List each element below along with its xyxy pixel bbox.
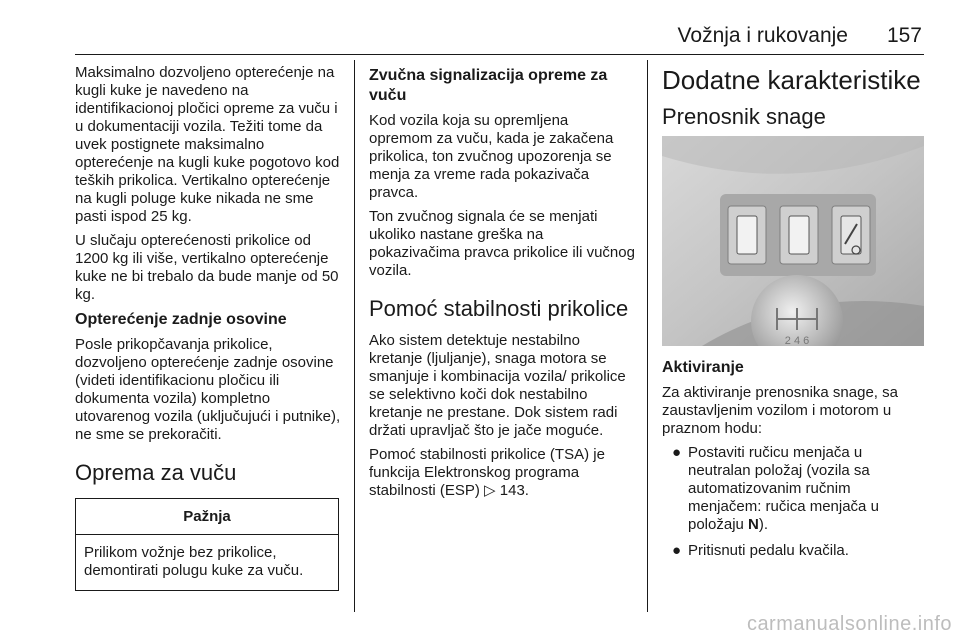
page-header [0, 0, 960, 58]
notice-box [75, 498, 339, 591]
switch-2 [780, 206, 818, 264]
column-3 [662, 64, 928, 568]
bullet-icon: ● [672, 444, 682, 461]
heading-power-take-off: Prenosnik snage [662, 104, 826, 129]
notice-text: Prilikom vožnje bez prikolice, demontirati polugu kuke za vuču. [84, 544, 304, 579]
activation-steps [662, 444, 928, 560]
watermark: carmanualsonline.info [746, 613, 952, 635]
tsa-text: Pomoć stabilnosti prikolice (TSA) je funkcija Elektronskog programa stabilnosti (ESP) [369, 446, 605, 499]
heading-rear-axle-load: Opterećenje zadnje osovine [75, 311, 287, 328]
paragraph-activation: Za aktiviranje prenosnika snage, sa zaustavljenim vozilom i motorom u praznom hodu: [662, 384, 898, 437]
heading-trailer-stability: Pomoć stabilnosti prikolice [369, 296, 629, 321]
paragraph-max-load: Maksimalno dozvoljeno opterećenje na kugli kuke je navedeno na identifikacionoj pločici opreme za vuču i u dokumentaciji vozila. Težiti tome da uvek postignete maksimalno opterećenje na kugli kuke pogotovo kod teških prikolica. Vertikalno opterećenje na kugli poluge kuke nikada ne sme pasti ispod 25 kg. [75, 64, 340, 225]
switch-1 [728, 206, 766, 264]
column-2 [369, 64, 635, 506]
header-rule [75, 54, 924, 55]
paragraph-sound-1: Kod vozila koja su opremljena opremom za vuču, kada je zakačena prikolica, ton zvučnog upozorenja se menja za vreme rada pokazivača pravca. [369, 112, 614, 201]
header-title: Vožnja i rukovanje [677, 24, 848, 47]
paragraph-rear-axle: Posle prikopčavanja prikolice, dozvoljeno opterećenje zadnje osovine (videti identifikacionu pločicu ili dokumenta vozila) kompletno utovarenog vozila (uključujući i putnike), ne sme se prekoračiti. [75, 336, 341, 443]
column-divider-2 [647, 60, 648, 612]
paragraph-heavy-trailer: U slučaju opterećenosti prikolice od 1200 kg ili više, vertikalno opterećenje kuke ne bi trebalo da bude manje od 50 kg. [75, 232, 339, 303]
page-number: 157 [886, 24, 922, 47]
page-ref-link[interactable]: 143. [499, 482, 529, 499]
list-item: ● Pritisnuti pedalu kvačila. [672, 542, 849, 559]
switch-pto [832, 206, 870, 264]
column-1 [75, 64, 345, 591]
notice-title: Pažnja [76, 499, 338, 535]
paragraph-sound-2: Ton zvučnog signala će se menjati ukoliko nastane greška na pokazivačima pravca prikolice ili vučnog vozila. [369, 208, 635, 279]
bullet-icon: ● [672, 542, 682, 559]
page-ref-icon: ▷ [484, 482, 496, 499]
heading-additional-features: Dodatne karakteristike [662, 65, 921, 95]
list-item: ● Postaviti ručicu menjača u neutralan položaj (vozila sa automatizovanim ručnim menjačem: ručica menjača u položaju N). [672, 444, 879, 533]
column-divider-1 [354, 60, 355, 612]
heading-activation: Aktiviranje [662, 359, 744, 376]
gear-numbers: 2 4 6 [784, 335, 810, 346]
paragraph-tsa-2 [369, 446, 635, 500]
heading-towing-sound: Zvučna signalizacija opreme za vuču [369, 67, 608, 104]
paragraph-tsa-1: Ako sistem detektuje nestabilno kretanje (ljuljanje), snaga motora se smanjuje i kombinacija vozila/ prikolice se selektivno koči dok nestabilno kretanje ne prestane. Dok sistem radi držati upravljač što je jače moguće. [369, 332, 626, 439]
power-take-off-photo [662, 136, 924, 346]
heading-towing-equipment: Oprema za vuču [75, 460, 237, 485]
